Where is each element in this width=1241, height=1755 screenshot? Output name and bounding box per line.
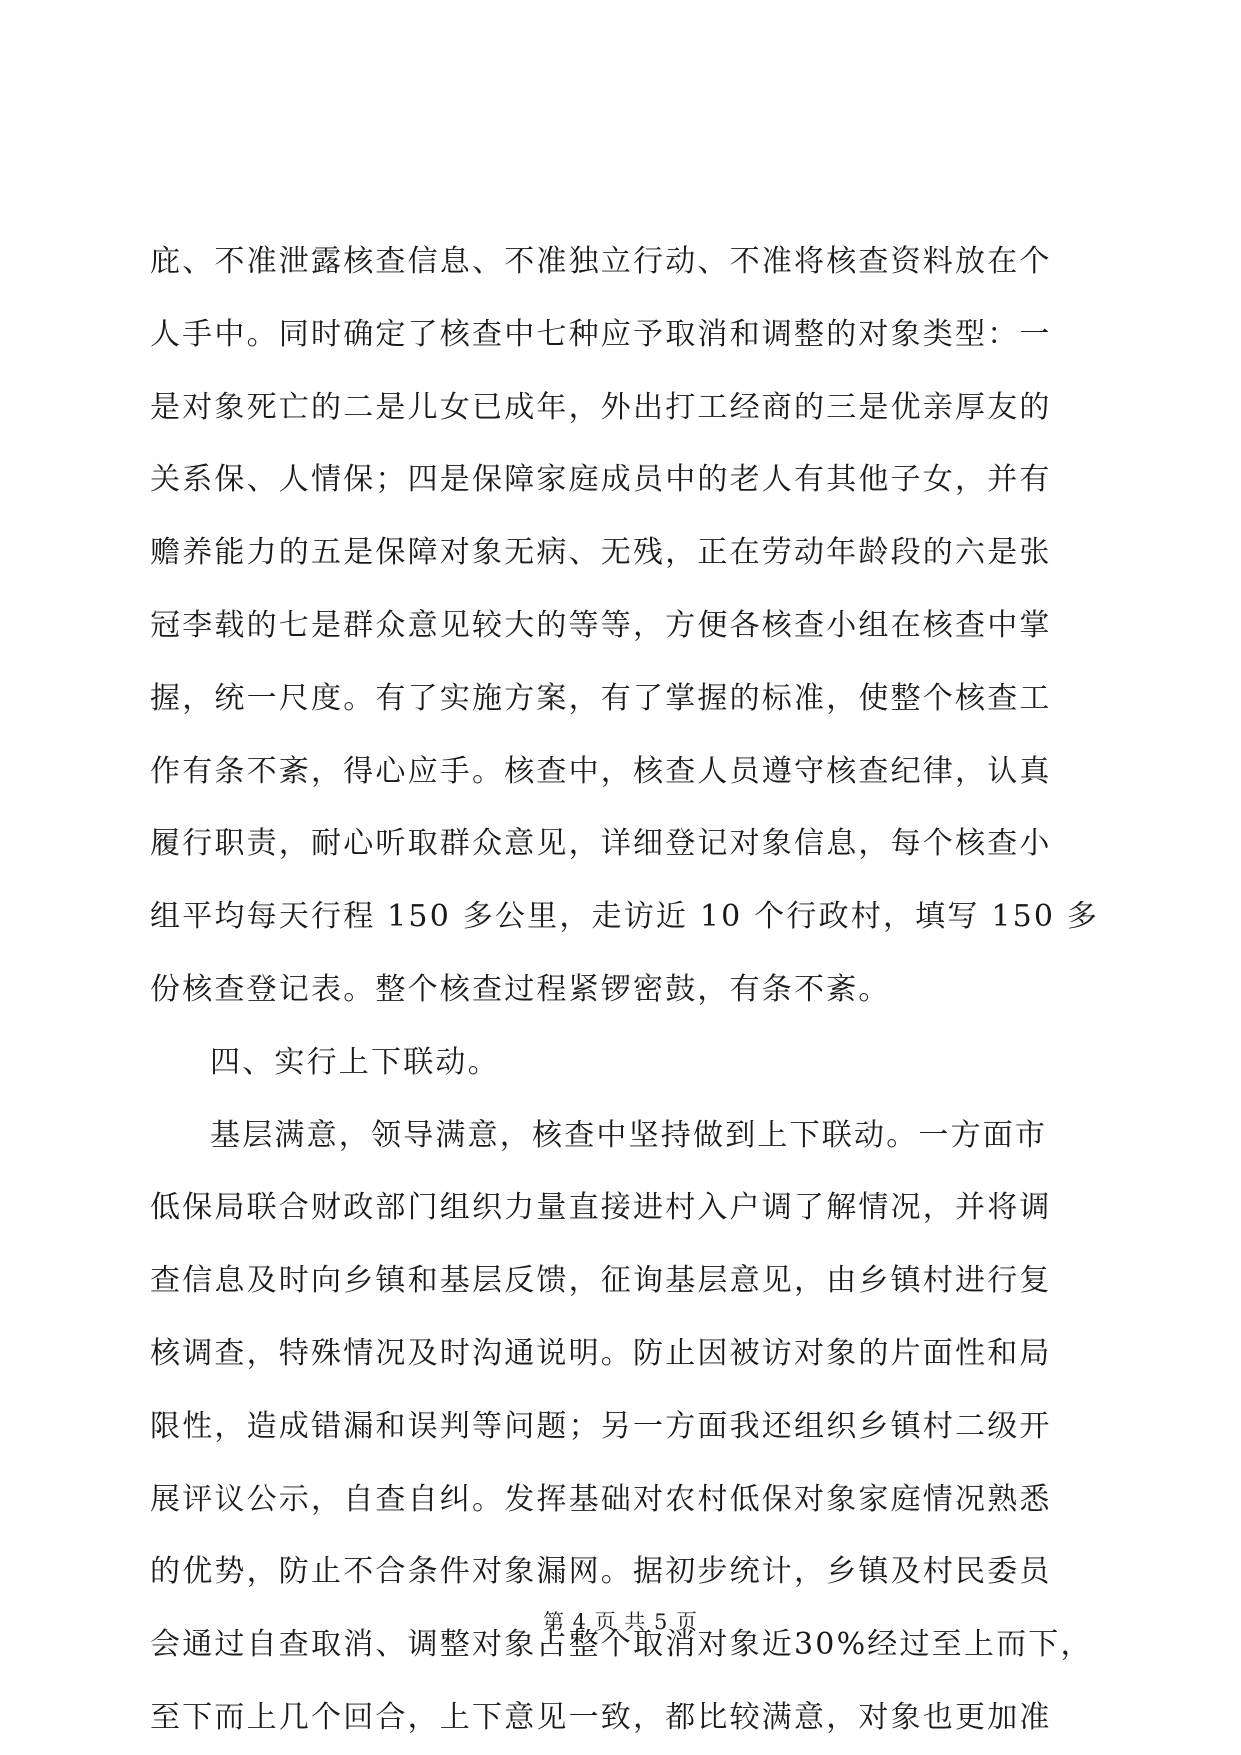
text-line: 展评议公示，自查自纠。发挥基础对农村低保对象家庭情况熟悉 [150,1481,1052,1517]
text-line: 的优势，防止不合条件对象漏网。据初步统计，乡镇及村民委员 [150,1554,1052,1590]
paragraph-start-line: 基层满意，领导满意，核查中坚持做到上下联动。一方面市 [210,1117,1048,1153]
text-line: 至下而上几个回合，上下意见一致，都比较满意，对象也更加准 [150,1699,1052,1735]
text-line: 会通过自查取消、调整对象占整个取消对象近30%经过至上而下， [150,1627,1093,1663]
text-line: 份核查登记表。整个核查过程紧锣密鼓，有条不紊。 [150,971,891,1007]
text-line: 庇、不准泄露核查信息、不准独立行动、不准将核查资料放在个 [150,244,1052,279]
section-heading: 四、实行上下联动。 [210,1044,500,1080]
text-line: 低保局联合财政部门组织力量直接进村入户调了解情况，并将调 [150,1190,1052,1226]
body-text [150,226,1100,1755]
text-line: 履行职责，耐心听取群众意见，详细登记对象信息，每个核查小 [150,826,1052,862]
text-line: 赡养能力的五是保障对象无病、无残，正在劳动年龄段的六是张 [150,535,1052,571]
text-line: 是对象死亡的二是儿女已成年，外出打工经商的三是优亲厚友的 [150,389,1052,425]
text-line: 核调查，特殊情况及时沟通说明。防止因被访对象的片面性和局 [150,1335,1052,1371]
text-line: 组平均每天行程 150 多公里，走访近 10 个行政村，填写 150 多 [150,899,1100,935]
text-line: 冠李载的七是群众意见较大的等等，方便各核查小组在核查中掌 [150,607,1052,643]
text-line: 关系保、人情保；四是保障家庭成员中的老人有其他子女，并有 [150,462,1052,498]
text-line: 人手中。同时确定了核查中七种应予取消和调整的对象类型：一 [150,316,1052,352]
page-number-footer: 第 4 页 共 5 页 [542,1610,699,1634]
text-line: 查信息及时向乡镇和基层反馈，征询基层意见，由乡镇村进行复 [150,1263,1052,1299]
text-line: 握，统一尺度。有了实施方案，有了掌握的标准，使整个核查工 [150,680,1052,716]
text-line: 作有条不紊，得心应手。核查中，核查人员遵守核查纪律，认真 [150,753,1052,789]
text-line: 限性，造成错漏和误判等问题；另一方面我还组织乡镇村二级开 [150,1408,1052,1444]
